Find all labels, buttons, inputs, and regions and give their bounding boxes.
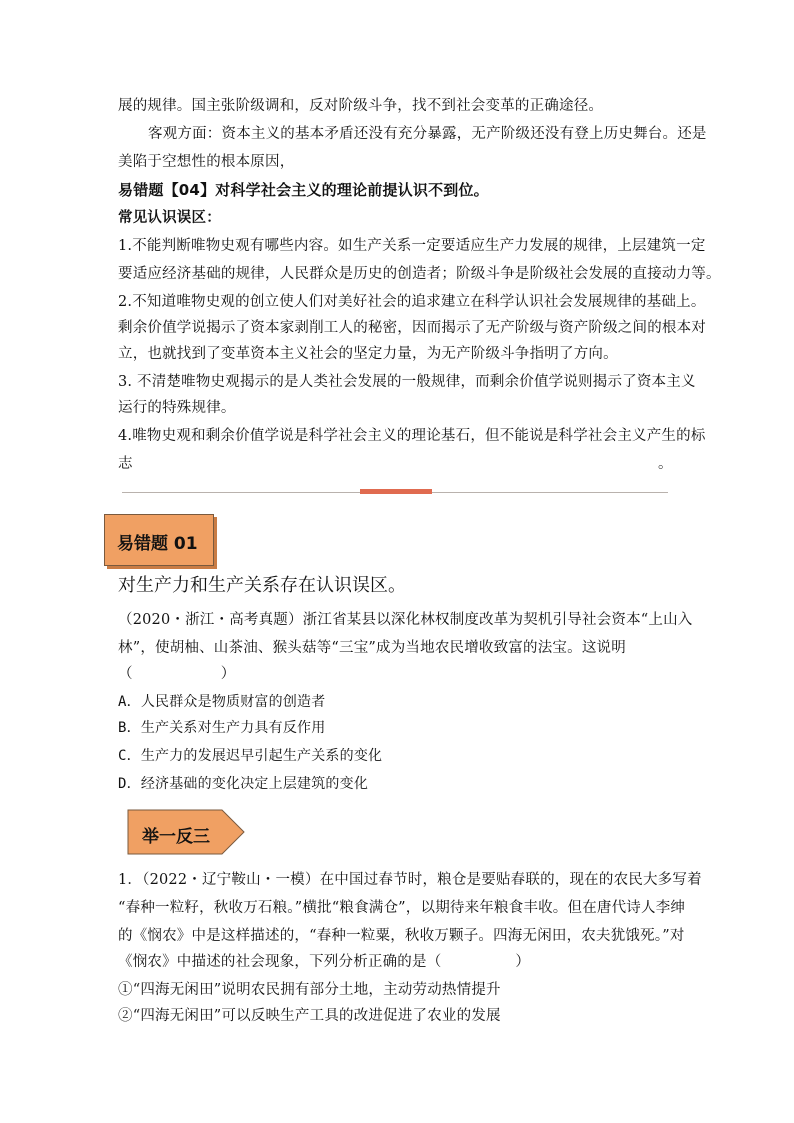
option-a: A．人民群众是物质财富的创造者 <box>118 694 326 710</box>
intro-line-2: 客观方面：资本主义的基本矛盾还没有充分暴露，无产阶级还没有登上历史舞台。还是 <box>148 126 707 142</box>
intro-line-1: 展的规律。国主张阶级调和，反对阶级斗争，找不到社会变革的正确途径。 <box>118 98 604 114</box>
point-line: 1.不能判断唯物史观有哪些内容。如生产关系一定要适应生产力发展的规律，上层建筑一定 <box>118 238 706 254</box>
misconception-heading: 常见认识误区： <box>118 210 221 226</box>
practice-paren-close: ） <box>515 954 531 970</box>
practice-item-1: ①“四海无闲田”说明农民拥有部分土地，主动劳动热情提升 <box>118 982 501 998</box>
error-question-tag <box>104 514 214 566</box>
error-question-tag-label: 易错题 01 <box>117 534 198 554</box>
practice-line-4-text: 《悯农》中描述的社会现象，下列分析正确的是（ <box>118 954 442 970</box>
answer-parentheses <box>118 664 258 684</box>
practice-line-4 <box>118 952 678 972</box>
practice-line-3: 的《悯农》中是这样描述的，“春种一粒粟，秋收万颗子。四海无闲田，农夫犹饿死。”对 <box>118 928 685 944</box>
option-b: B．生产关系对生产力具有反作用 <box>118 720 326 736</box>
point-line-end-mark: 。 <box>658 456 673 472</box>
section-heading: 易错题【04】对科学社会主义的理论前提认识不到位。 <box>118 181 489 199</box>
question-stem-line-1: （2020・浙江・高考真题）浙江省某县以深化林权制度改革为契机引导社会资本“上山入 <box>118 612 693 628</box>
practice-line-2: “春种一粒籽，秋收万石粮。”横批“粮食满仓”，以期待来年粮食丰收。但在唐代诗人李绅 <box>118 900 686 916</box>
point-line: 4.唯物史观和剩余价值学说是科学社会主义的理论基石，但不能说是科学社会主义产生的标 <box>118 428 706 444</box>
point-line: 志 <box>118 456 133 472</box>
point-line: 立，也就找到了变革资本主义社会的坚定力量，为无产阶级斗争指明了方向。 <box>118 346 618 362</box>
option-d: D．经济基础的变化决定上层建筑的变化 <box>118 776 369 792</box>
practice-line-1: 1．（2022・辽宁鞍山・一模）在中国过春节时，粮仓是要贴春联的，现在的农民大多写着 <box>118 872 702 888</box>
point-line: 3. 不清楚唯物史观揭示的是人类社会发展的一般规律，而剩余价值学说则揭示了资本主义 <box>118 374 696 390</box>
paren-close: ） <box>220 666 236 682</box>
separator-accent <box>360 489 432 494</box>
practice-item-2: ②“四海无闲田”可以反映生产工具的改进促进了农业的发展 <box>118 1008 501 1024</box>
question-title: 对生产力和生产关系存在认识误区。 <box>118 575 406 596</box>
point-line: 2.不知道唯物史观的创立使人们对美好社会的追求建立在科学认识社会发展规律的基础上。 <box>118 294 706 310</box>
point-line: 要适应经济基础的规律，人民群众是历史的创造者；阶级斗争是阶级社会发展的直接动力等。 <box>118 266 721 282</box>
option-c: C．生产力的发展迟早引起生产关系的变化 <box>118 748 383 764</box>
point-line: 剩余价值学说揭示了资本家剥削工人的秘密，因而揭示了无产阶级与资产阶级之间的根本对 <box>118 320 706 336</box>
intro-line-3: 美陷于空想性的根本原因， <box>118 154 295 170</box>
paren-open: （ <box>118 666 133 682</box>
question-stem-line-2: 林”，使胡柚、山茶油、猴头菇等“三宝”成为当地农民增收致富的法宝。这说明 <box>118 640 626 656</box>
practice-arrow-tag <box>126 808 246 856</box>
practice-arrow-label: 举一反三 <box>142 827 210 847</box>
point-line: 运行的特殊规律。 <box>118 400 236 416</box>
